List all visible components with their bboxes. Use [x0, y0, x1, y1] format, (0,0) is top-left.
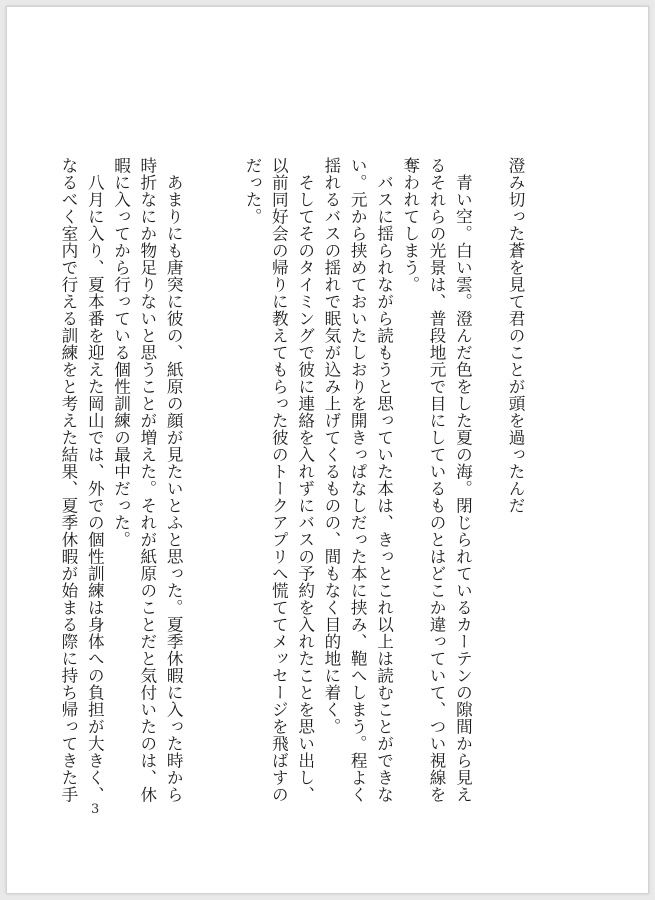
blank-line	[186, 157, 212, 777]
document-page	[6, 6, 649, 894]
text-line: なるべく室内で行える訓練をと考えた結果、夏季休暇が始まる際に持ち帰ってきた手	[58, 157, 78, 803]
text-line: るそれらの光景は、普段地元で目にしているものとはどこか違っていて、つい視線を	[427, 157, 447, 803]
page-number: 3	[91, 802, 100, 817]
text-line: バスに揺られながら読もうと思っていた本は、きっとこれ以上は読むことができな	[374, 157, 394, 803]
blank-line	[475, 157, 501, 777]
text-line: 澄み切った蒼を見て君のことが頭を過ったんだ	[506, 157, 525, 514]
text-line: 青い空。白い雲。澄んだ色をした夏の海。閉じられているカーテンの隙間から見え	[453, 157, 473, 803]
text-line: い。元から挟めておいたしおりを開きっぱなしだった本に挟み、鞄へしまう。程よく	[348, 157, 368, 803]
text-line: 時折なにか物足りないと思うことが増えた。それが紙原のことだと気付いたのは、休	[137, 157, 157, 803]
text-line: 奪われてしまう。	[400, 157, 420, 293]
blank-line	[212, 157, 238, 777]
text-line: 揺れるバスの揺れで眠気が込み上げてくるものの、間もなく目的地に着く。	[321, 157, 341, 735]
text-line: そしてそのタイミングで彼に連絡を入れずにバスの予約を入れたことを思い出し、	[295, 157, 315, 803]
text-line: 八月に入り、夏本番を迎えた岡山では、外での個性訓練は身体への負担が大きく、	[85, 157, 105, 803]
text-line: だった。	[243, 157, 263, 225]
text-line: 暇に入ってから行っている個性訓練の最中だった。	[111, 157, 131, 548]
vertical-text-body	[55, 157, 528, 803]
text-line: あまりにも唐突に彼の、紙原の顔が見たいとふと思った。夏季休暇に入った時から	[164, 157, 184, 803]
text-line: 以前同好会の帰りに教えてもらった彼のトークアプリへ慌ててメッセージを飛ばすの	[269, 157, 289, 803]
